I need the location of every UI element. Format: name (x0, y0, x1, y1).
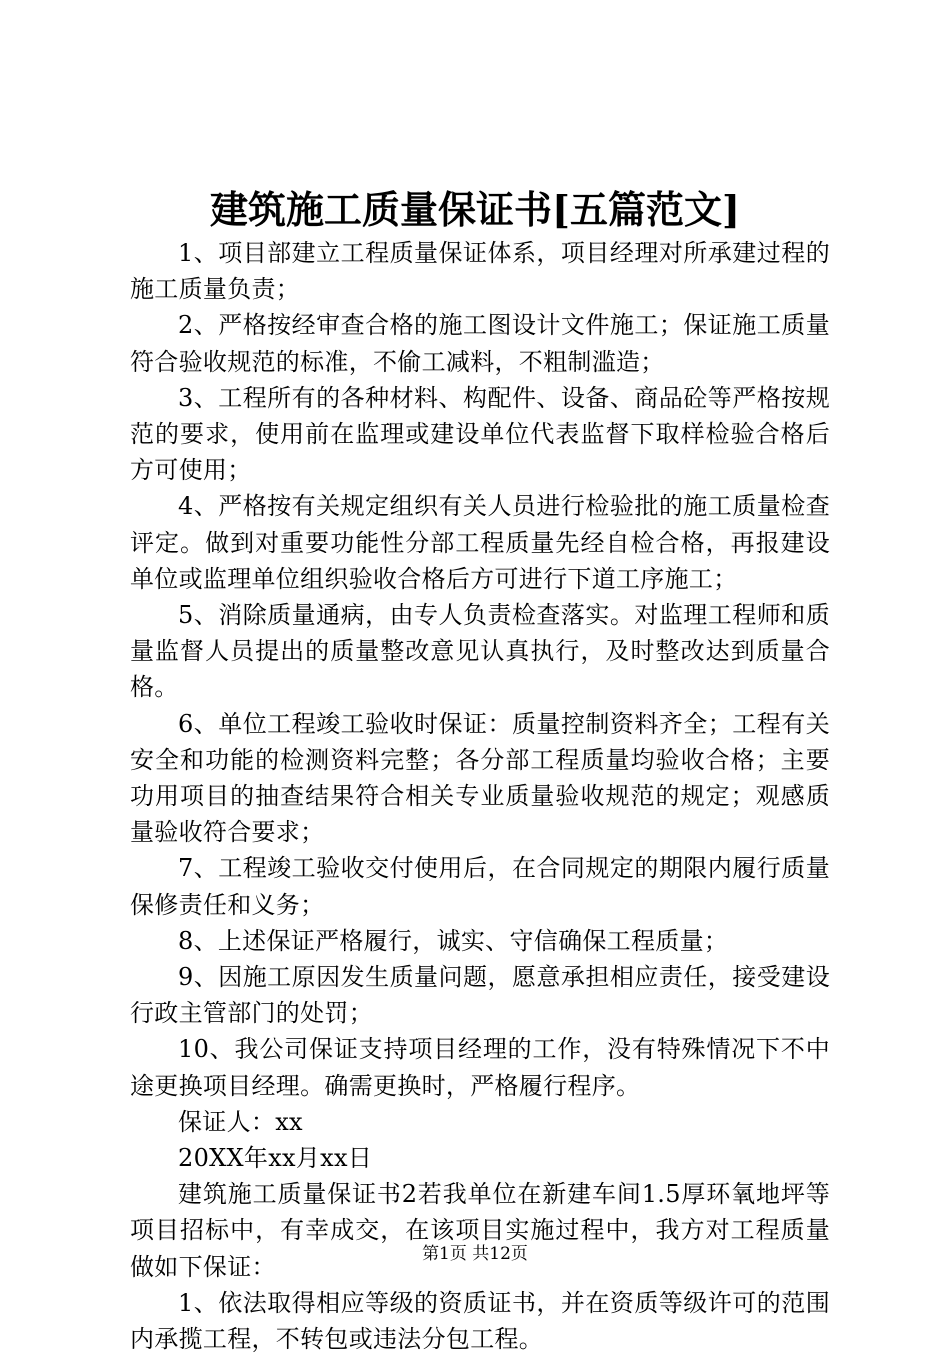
document-title: 建筑施工质量保证书[五篇范文] (210, 187, 740, 232)
paragraph: 8、上述保证严格履行，诚实、守信确保工程质量； (178, 926, 729, 955)
paragraph: 3、工程所有的各种材料、构配件、设备、商品砼等严格按规范的要求，使用前在监理或建设单位代表监督下取样检验合格后方可使用； (130, 383, 830, 485)
page-number: 第1页 共12页 (422, 1244, 528, 1264)
paragraph: 1、依法取得相应等级的资质证书，并在资质等级许可的范围内承揽工程，不转包或违法分包工程。 (130, 1288, 830, 1354)
paragraph: 6、单位工程竣工验收时保证：质量控制资料齐全；工程有关安全和功能的检测资料完整；各分部工程质量均验收合格；主要功用项目的抽查结果符合相关专业质量验收规范的规定；观感质量验收符合要求； (130, 709, 830, 847)
paragraph: 2、严格按经审查合格的施工图设计文件施工；保证施工质量符合验收规范的标准，不偷工减料，不粗制滥造； (130, 311, 830, 376)
date-line: 20XX年xx月xx日 (178, 1144, 373, 1173)
paragraph: 1、项目部建立工程质量保证体系，项目经理对所承建过程的施工质量负责； (130, 239, 830, 304)
paragraph: 5、消除质量通病，由专人负责检查落实。对监理工程师和质量监督人员提出的质量整改意见认真执行，及时整改达到质量合格。 (130, 601, 830, 702)
paragraph: 4、严格按有关规定组织有关人员进行检验批的施工质量检查评定。做到对重要功能性分部工程质量先经自检合格，再报建设单位或监理单位组织验收合格后方可进行下道工序施工； (130, 492, 830, 593)
paragraph: 7、工程竣工验收交付使用后，在合同规定的期限内履行质量保修责任和义务； (130, 854, 830, 919)
paragraph: 10、我公司保证支持项目经理的工作，没有特殊情况下不中途更换项目经理。确需更换时，严格履行程序。 (130, 1035, 830, 1100)
paragraph: 9、因施工原因发生质量问题，愿意承担相应责任，接受建设行政主管部门的处罚； (130, 963, 830, 1028)
document-body (130, 235, 830, 1357)
guarantor-line: 保证人：xx (178, 1107, 303, 1136)
paragraph: 建筑施工质量保证书2若我单位在新建车间1.5厚环氧地坪等项目招标中，有幸成交，在该项目实施过程中，我方对工程质量做如下保证： (130, 1180, 830, 1281)
